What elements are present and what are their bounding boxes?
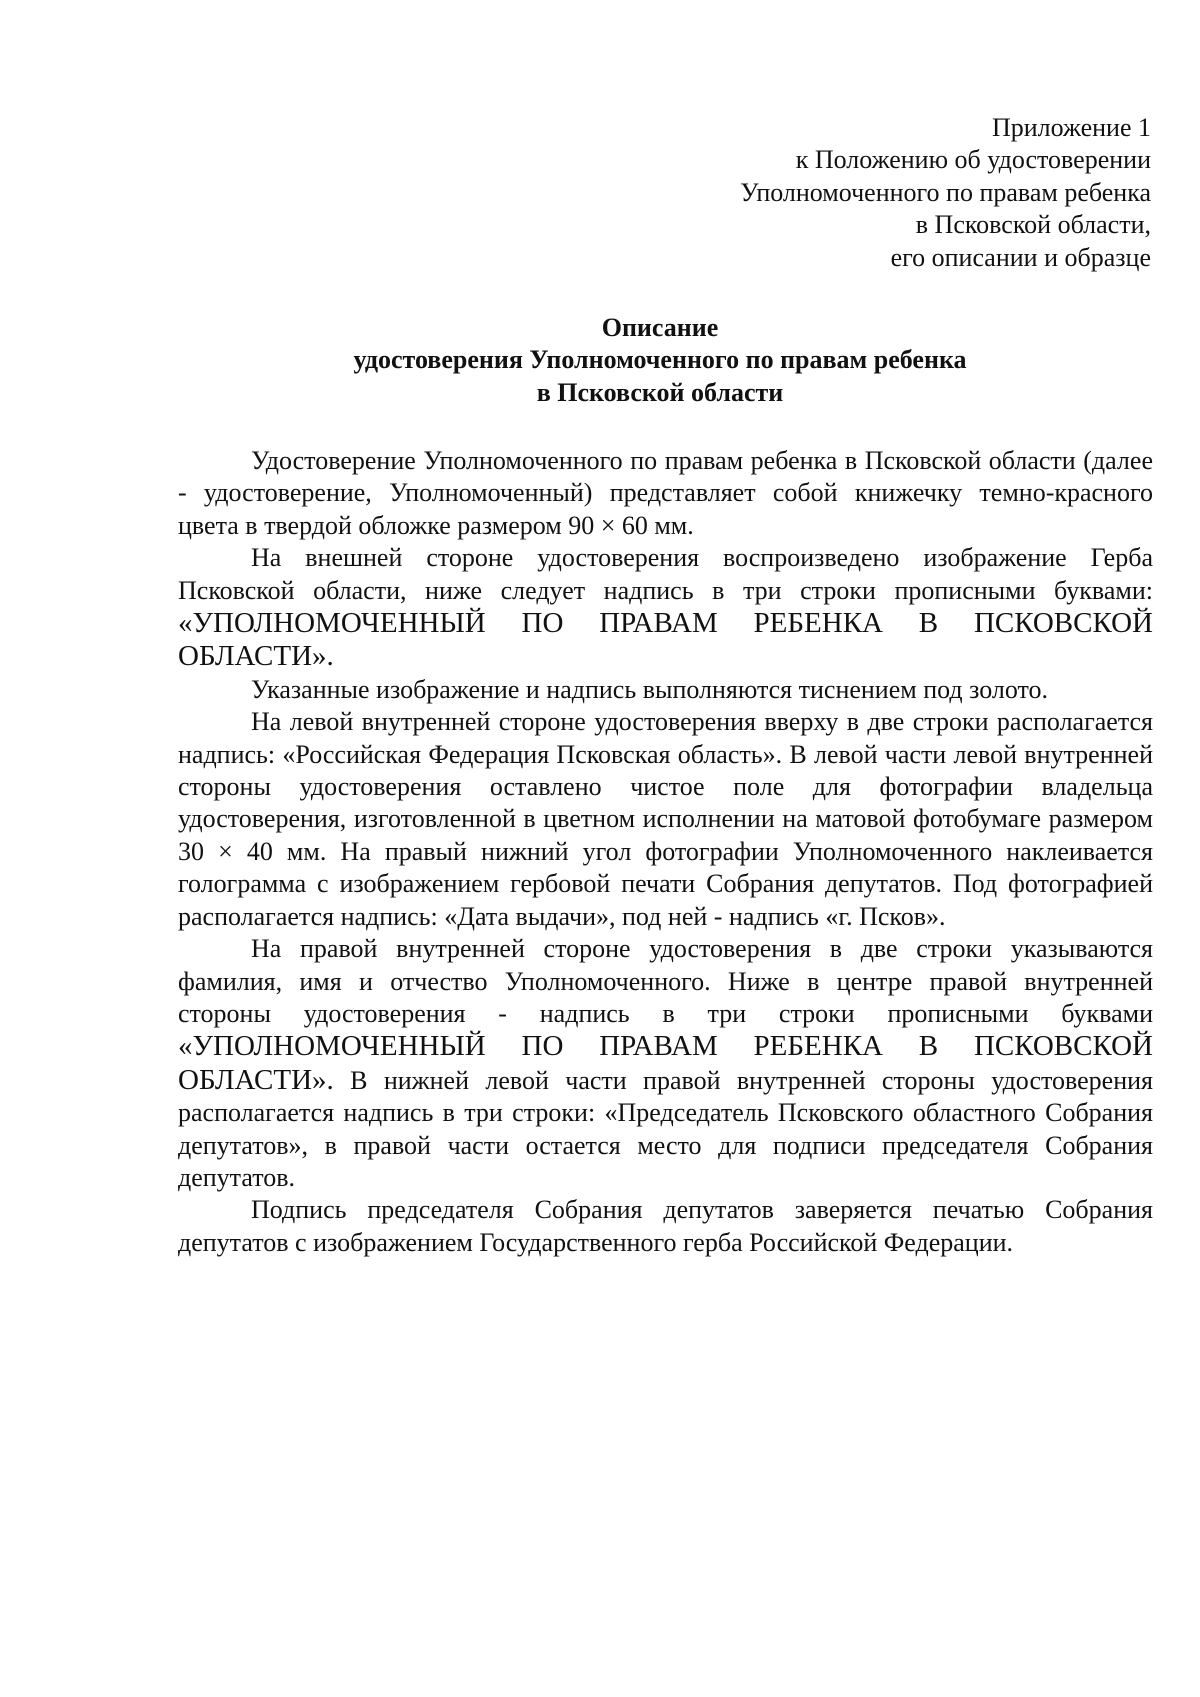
appendix-line: его описании и образце: [890, 242, 1151, 272]
paragraph-text: Указанные изображение и надпись выполняются тиснением под золото.: [251, 674, 1049, 704]
title-line: удостоверения Уполномоченного по правам ребенка: [353, 345, 967, 375]
paragraph-text: В нижней левой части правой внутренней стороны удостоверения располагается надпись в три строки: «Председатель Псковского областного Собрания депутатов», в правой части остается место для подписи председателя Собрания депутатов.: [178, 1065, 1153, 1192]
uppercase-inscription: «УПОЛНОМОЧЕННЫЙ ПО ПРАВАМ РЕБЕНКА В ПСКОВСКОЙ ОБЛАСТИ».: [178, 1030, 1153, 1096]
paragraph: [178, 706, 1153, 933]
paragraph: [178, 445, 1153, 542]
appendix-header: [740, 112, 1151, 274]
paragraph-text: На внешней стороне удостоверения воспроизведено изображение Герба Псковской области, ниже следует надпись в три строки прописными буквами:: [178, 543, 1153, 605]
paragraph: [178, 674, 1153, 706]
paragraph-text: На левой внутренней стороне удостоверения вверху в две строки располагается надпись: «Российская Федерация Псковская область». В левой части левой внутренней стороны удостоверения оставлено чистое поле для фотографии владельца удостоверения, изготовленной в цветном исполнении на матовой фотобумаге размером 30 × 40 мм. На правый нижний угол фотографии Уполномоченного наклеивается голограмма с изображением гербовой печати Собрания депутатов. Под фотографией располагается надпись: «Дата выдачи», под ней - надпись «г. Псков».: [178, 707, 1153, 931]
title-line: Описание: [601, 313, 719, 342]
appendix-line: к Положению об удостоверении: [795, 145, 1151, 175]
appendix-line: Уполномоченного по правам ребенка: [740, 177, 1151, 207]
paragraph: [178, 933, 1153, 1194]
title-line: в Псковской области: [536, 377, 784, 407]
uppercase-inscription: «УПОЛНОМОЧЕННЫЙ ПО ПРАВАМ РЕБЕНКА В ПСКОВСКОЙ ОБЛАСТИ».: [178, 607, 1153, 673]
paragraph-text: Подпись председателя Собрания депутатов заверяется печатью Собрания депутатов с изображением Государственного герба Российской Федерации.: [178, 1195, 1153, 1257]
paragraph: [178, 1194, 1153, 1259]
appendix-line: Приложение 1: [991, 113, 1151, 142]
paragraph-text: На правой внутренней стороне удостоверения в две строки указываются фамилия, имя и отчество Уполномоченного. Ниже в центре правой внутренней стороны удостоверения - надпись в три строки прописными буквами: [178, 934, 1153, 1028]
appendix-line: в Псковской области,: [915, 210, 1151, 240]
paragraph-text: Удостоверение Уполномоченного по правам ребенка в Псковской области (далее - удостоверение, Уполномоченный) представляет собой книжечку темно-красного цвета в твердой обложке размером 90 × 60 мм.: [178, 446, 1153, 540]
paragraph: [178, 542, 1153, 674]
document-title: [160, 312, 1160, 409]
document-body: [178, 445, 1153, 1259]
